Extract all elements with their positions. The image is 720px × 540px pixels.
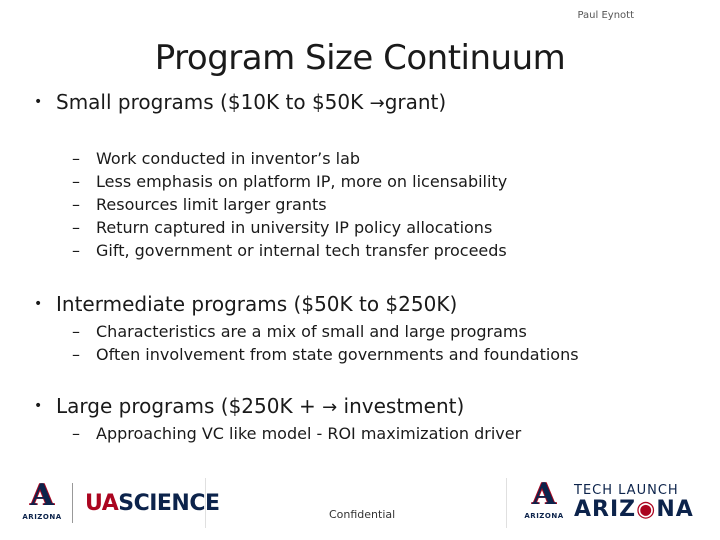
list-item-text: Characteristics are a mix of small and large programs	[96, 322, 527, 341]
list-item-text: Work conducted in inventor’s lab	[96, 149, 361, 168]
dash-glyph: –	[72, 172, 80, 191]
bullet-text: Small programs ($10K to $50K	[56, 90, 370, 114]
arizona-a-icon: A	[532, 477, 556, 512]
bullet-text-tail: investment)	[337, 394, 465, 418]
bullet-large-programs	[34, 394, 464, 418]
bullet-text: Large programs ($250K +	[56, 394, 323, 418]
dash-glyph: –	[72, 322, 80, 341]
footer-divider	[72, 483, 73, 523]
dash-glyph: –	[72, 424, 80, 443]
footer-left-logos	[22, 478, 220, 525]
dash-glyph: –	[72, 241, 80, 260]
list-item	[72, 170, 507, 193]
list-item-text: Approaching VC like model - ROI maximization driver	[96, 424, 522, 443]
author-label: Paul Eynott	[577, 10, 634, 21]
sublist-large-programs	[72, 422, 521, 445]
arrow-icon: →	[322, 397, 338, 418]
arizona-text-a: ARIZ	[574, 496, 637, 522]
list-item	[72, 193, 507, 216]
arizona-text	[574, 498, 694, 522]
ua-text: UA	[85, 490, 119, 516]
ua-science-logo	[85, 491, 220, 516]
list-item-text: Often involvement from state governments and foundations	[96, 345, 579, 364]
list-item-text: Less emphasis on platform IP, more on licensability	[96, 172, 508, 191]
list-item-text: Resources limit larger grants	[96, 195, 327, 214]
bullet-dot: •	[34, 398, 43, 414]
arizona-logo	[22, 478, 62, 525]
sublist-intermediate-programs	[72, 320, 579, 366]
arrow-icon: →	[369, 93, 385, 114]
list-item	[72, 239, 507, 262]
arizona-logo	[524, 477, 564, 524]
bullet-text-tail: grant)	[384, 90, 447, 114]
dash-glyph: –	[72, 218, 80, 237]
footer-right-logos	[524, 478, 694, 526]
list-item	[72, 343, 579, 366]
list-item-text: Gift, government or internal tech transfer proceeds	[96, 241, 507, 260]
bullet-dot: •	[34, 94, 43, 110]
arizona-wordmark: ARIZONA	[524, 512, 564, 520]
dash-glyph: –	[72, 195, 80, 214]
dash-glyph: –	[72, 149, 80, 168]
bullet-intermediate-programs	[34, 292, 457, 316]
sublist-small-programs	[72, 147, 507, 262]
target-o-icon: ◉	[636, 496, 657, 522]
confidential-label: Confidential	[329, 508, 396, 521]
list-item	[72, 216, 507, 239]
list-item	[72, 147, 507, 170]
tech-launch-text: TECH LAUNCH	[574, 482, 679, 498]
slide-title: Program Size Continuum	[154, 38, 566, 78]
bullet-small-programs	[34, 90, 446, 114]
list-item	[72, 320, 579, 343]
dash-glyph: –	[72, 345, 80, 364]
arizona-text-b: NA	[656, 496, 694, 522]
bullet-text: Intermediate programs ($50K to $250K)	[56, 292, 458, 316]
tech-launch-arizona-logo	[574, 483, 694, 522]
arizona-wordmark: ARIZONA	[22, 513, 62, 521]
science-text: SCIENCE	[118, 490, 220, 516]
arizona-a-icon: A	[30, 478, 54, 513]
list-item	[72, 422, 521, 445]
list-item-text: Return captured in university IP policy allocations	[96, 218, 493, 237]
bullet-dot: •	[34, 296, 43, 312]
